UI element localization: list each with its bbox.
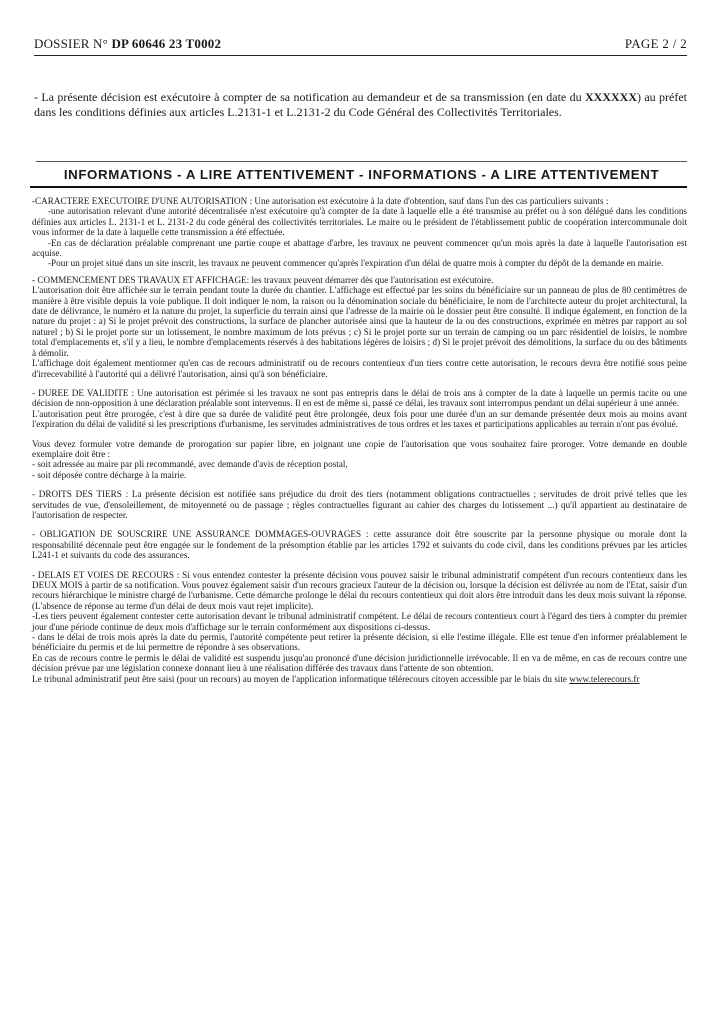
intro-date-placeholder: XXXXXX xyxy=(584,90,637,104)
commencement-affichage-details: L'autorisation doit être affichée sur le terrain pendant toute la durée du chantier. L'affichage est effectué par les soins du bénéficiaire sur un panneau de plus de 80 centimètres de manière à être visible depuis la voie publique. Il doit indiquer le nom, la raison ou la dénomination sociale du bénéficiaire, le nom de l'architecte auteur du projet architectural, la date de délivrance, le numéro et la nature du projet, la superficie du terrain ainsi que l'adresse de la mairie où le dossier peut être consulté. Il indique également, en fonction de la nature du projet : a) Si le projet prévoit des constructions, la surface de plancher autorisée ainsi que la hauteur de la ou des constructions, exprimée en mètres par rapport au sol naturel ; b) Si le projet porte sur un lotissement, le nombre maximum de lots prévus ; c) Si le projet porte sur un terrain de camping ou un parc résidentiel de loisirs, le nombre total d'emplacements et, s'il y a lieu, le nombre d'emplacements réservés à des habitations légères de loisirs ; d) Si le projet prévoit des démolitions, la surface du ou des bâtiments à démolir. xyxy=(32,285,687,358)
section-duree-validite: - DUREE DE VALIDITE : Une autorisation est périmée si les travaux ne sont pas entrepris dans le délai de trois ans à compter de la date à laquelle un permis tacite ou une décision de non-opposition à une déclaration préalable sont intervenus. Il en est de même si, passé ce délai, les travaux sont interrompus pendant un délai supérieur à une année. xyxy=(32,387,687,409)
duree-prorogation: L'autorisation peut être prorogée, c'est à dire que sa durée de validité peut être prolongée, deux fois pour une durée d'un an sur demande présentée deux mois au moins avant l'expiration du délai de validité si les prescriptions d'urbanisme, les servitudes administratives de tous ordres et les taxes et participations applicables au terrain n'ont pas évolué. xyxy=(32,408,687,430)
section-delais-voies-recours: - DELAIS ET VOIES DE RECOURS : Si vous entendez contester la présente décision vous pouvez saisir le tribunal administratif compétent d'un recours contentieux dans les DEUX MOIS à partir de sa notification. Vous pouvez également saisir d'un recours gracieux l'auteur de la décision ou, lorsque la décision est délivrée au nom de l'Etat, saisir d'un recours hiérarchique le ministre chargé de l'urbanisme. Cette démarche prolonge le délai du recours contentieux qui doit alors être introduit dans les deux mois suivant la réponse. (L'absence de réponse au terme d'un délai de deux mois vaut rejet implicite). xyxy=(32,569,687,611)
caractere-item-site-inscrit: -Pour un projet situé dans un site inscrit, les travaux ne peuvent commencer qu'après l'expiration d'un délai de quatre mois à compter du dépôt de la demande en mairie. xyxy=(48,258,664,269)
caractere-item-abattage: -En cas de déclaration préalable comprenant une partie coupe et abattage d'arbre, les travaux ne peuvent commencer qu'un mois après la date à laquelle l'autorisation est acquise. xyxy=(32,237,687,259)
banner-bottom-rule xyxy=(30,186,687,188)
dossier-number: DP 60646 23 T0002 xyxy=(111,36,222,51)
information-banner: INFORMATIONS - A LIRE ATTENTIVEMENT - INFORMATIONS - A LIRE ATTENTIVEMENT xyxy=(63,167,660,182)
prorogation-demande: Vous devez formuler votre demande de prorogation sur papier libre, en joignant une copie de l'autorisation que vous souhaitez faire proroger. Votre demande en double exemplaire doit être : xyxy=(32,438,687,459)
header-rule xyxy=(34,55,687,56)
banner-top-rule xyxy=(36,161,687,162)
section-caractere-executoire: -CARACTERE EXECUTOIRE D'UNE AUTORISATION : Une autorisation est exécutoire à la date d'obtention, sauf dans l'un des cas particuliers suivants : xyxy=(32,196,609,206)
intro-paragraph xyxy=(34,90,687,120)
section-commencement-travaux: - COMMENCEMENT DES TRAVAUX ET AFFICHAGE: les travaux peuvent démarrer dès que l'autorisation est exécutoire. xyxy=(32,274,494,285)
telerecours-text: Le tribunal administratif peut être saisi (pour un recours) au moyen de l'application informatique télérecours citoyen accessible par le biais du site xyxy=(32,673,570,684)
recours-tiers: -Les tiers peuvent également contester cette autorisation devant le tribunal administratif compétent. Le délai de recours contentieux court à l'égard des tiers à compter du premier jour d'une période continue de deux mois d'affichage sur le terrain conformément aux dispositions ci-dessus. xyxy=(32,611,687,632)
page-number: PAGE 2 / 2 xyxy=(624,36,687,51)
commencement-affichage-recours: L'affichage doit également mentionner qu'en cas de recours administratif ou de recours contentieux d'un tiers contre cette autorisation, le recours devra être notifié sous peine d'irrecevabilité à l'autorité qui a délivré l'autorisation, ainsi qu'à son bénéficiaire. xyxy=(32,358,687,379)
caractere-item-transmission: -une autorisation relevant d'une autorité décentralisée n'est exécutoire qu'à compter de la date à laquelle elle a été transmise au préfet ou à son délégué dans les conditions définies aux articles L. 2131-1 et L. 2131-2 du code général des collectivités territoriales. Le maire ou le président de l'établissement public de coopération intercommunale doit vous informer de la date à laquelle cette transmission a été effectuée. xyxy=(32,206,687,238)
intro-text-after: ) au préfet dans les conditions définies aux articles L.2131-1 et L.2131-2 du Code Général des Collectivités Territoriales. xyxy=(34,90,688,119)
information-body xyxy=(32,196,687,684)
recours-retrait: - dans le délai de trois mois après la date du permis, l'autorité compétente peut retirer la présente décision, si elle l'estime illégale. Elle est tenue d'en informer préalablement le bénéficiaire du permis et de lui permettre de répondre à ses observations. xyxy=(32,632,687,653)
section-assurance-dommages-ouvrages: - OBLIGATION DE SOUSCRIRE UNE ASSURANCE DOMMAGES-OUVRAGES : cette assurance doit être souscrite par la personne physique ou morale dont la responsabilité décennale peut être engagée sur le fondement de la présomption établie par les articles 1792 et suivants du code civil, dans les conditions prévues par les articles L241-1 et suivants du code des assurances. xyxy=(32,529,687,561)
dossier-reference xyxy=(34,36,221,52)
telerecours-link[interactable]: www.telerecours.fr xyxy=(569,673,640,684)
telerecours-paragraph xyxy=(32,674,687,684)
prorogation-option-decharge: - soit déposée contre décharge à la mairie. xyxy=(32,469,187,480)
prorogation-option-recommande: - soit adressée au maire par pli recommandé, avec demande d'avis de réception postal, xyxy=(32,459,348,470)
intro-text-before: - La présente décision est exécutoire à compter de sa notification au demandeur et de sa transmission (en date du xyxy=(34,90,585,104)
dossier-label: DOSSIER N° xyxy=(34,36,109,51)
recours-suspension: En cas de recours contre le permis le délai de validité est suspendu jusqu'au prononcé d'une décision juridictionnelle irrévocable. Il en va de même, en cas de recours contre une décision prévue par une législation connexe donnant lieu à une réalisation différée des travaux dans l'attente de son obtention. xyxy=(32,652,687,674)
section-droits-tiers: - DROITS DES TIERS : La présente décision est notifiée sans préjudice du droit des tiers (notamment obligations contractuelles ; servitudes de droit privé telles que les servitudes de vue, d'ensoleillement, de mitoyenneté ou de passage ; règles contractuelles figurant au cahier des charges du lotissement ...) qu'il appartient au destinataire de l'autorisation de respecter. xyxy=(32,489,687,520)
